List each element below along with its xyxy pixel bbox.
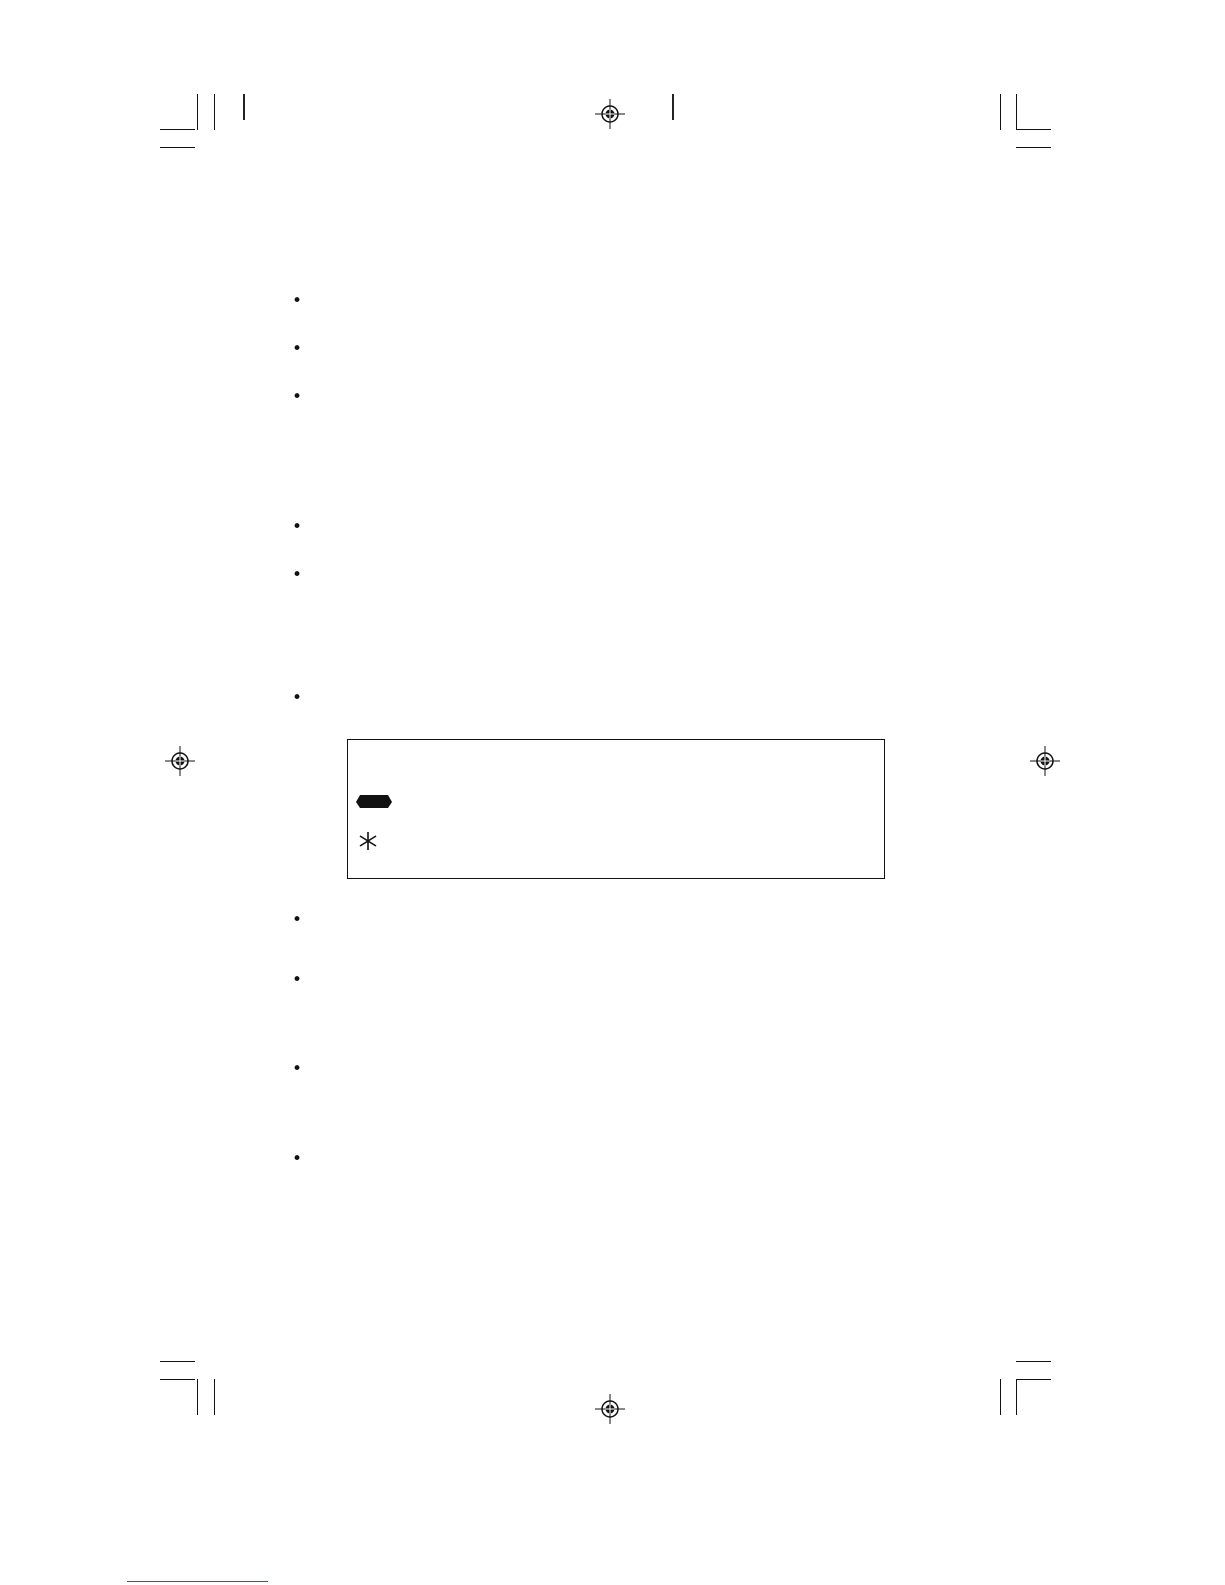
grayscale-color-bar (243, 94, 245, 120)
list-item: • (292, 1149, 303, 1169)
crop-mark (1016, 147, 1051, 148)
crop-mark (1016, 1361, 1051, 1362)
list-item: • (292, 339, 303, 359)
list-item: • (292, 1059, 303, 1079)
seven-segment-digits (348, 740, 884, 878)
lcd-display-diagram (347, 739, 885, 879)
crop-mark (160, 129, 195, 130)
registration-mark-icon (595, 1394, 625, 1424)
crop-mark (1016, 129, 1051, 130)
asterisk-icon (360, 832, 376, 850)
list-item: • (292, 910, 303, 930)
crop-mark (1000, 94, 1001, 130)
crop-mark (1016, 94, 1017, 130)
crop-mark (214, 94, 215, 130)
bottom-underline (127, 1581, 268, 1582)
list-item: • (292, 688, 303, 708)
minus-sign (356, 795, 392, 808)
list-item: • (292, 565, 303, 585)
registration-mark-icon (1030, 746, 1060, 776)
crop-mark (160, 1361, 195, 1362)
crop-mark (160, 147, 195, 148)
crop-mark (1016, 1379, 1017, 1415)
crop-mark (197, 1379, 198, 1415)
registration-mark-icon (595, 99, 625, 129)
process-color-bar (672, 94, 674, 120)
list-item: • (292, 517, 303, 537)
registration-mark-icon (165, 746, 195, 776)
crop-mark (1000, 1379, 1001, 1415)
crop-mark (1016, 1379, 1051, 1380)
list-item: • (292, 291, 303, 311)
crop-mark (160, 1379, 195, 1380)
crop-mark (197, 94, 198, 130)
crop-mark (214, 1379, 215, 1415)
list-item: • (292, 387, 303, 407)
list-item: • (292, 970, 303, 990)
